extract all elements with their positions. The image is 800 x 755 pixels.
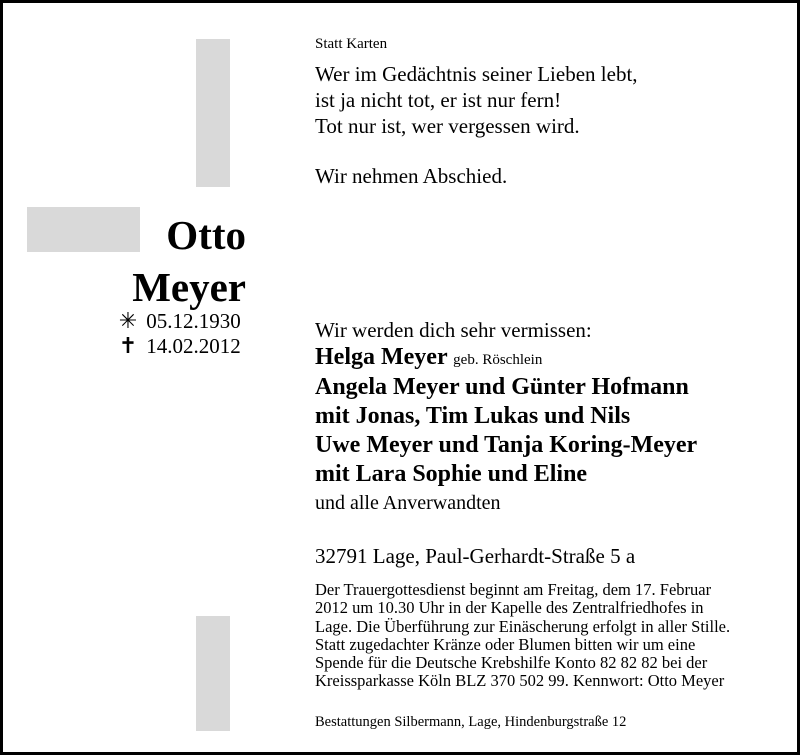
widow-line (315, 343, 542, 374)
poem-line: Wer im Gedächtnis seiner Lieben lebt, (315, 62, 638, 86)
service-line: Der Trauergottesdienst beginnt am Freitag, dem 17. Februar (315, 580, 712, 599)
service-line: Kreissparkasse Köln BLZ 370 502 99. Kennwort: Otto Meyer (315, 671, 725, 691)
relatives-line: und alle Anverwandten (315, 492, 501, 514)
family-line: mit Jonas, Tim Lukas und Nils (315, 403, 631, 429)
family-line: Uwe Meyer und Tanja Koring-Meyer (315, 432, 698, 458)
mourners-intro: Wir werden dich sehr vermissen: (315, 318, 592, 342)
undertaker-line: Bestattungen Silbermann, Lage, Hindenburgstraße 12 (315, 714, 627, 730)
poem-line: ist ja nicht tot, er ist nur fern! (315, 88, 562, 112)
service-line: Statt zugedachter Kränze oder Blumen bitten wir um eine (315, 634, 696, 654)
cross-left-bar (27, 207, 140, 252)
birth-row (115, 309, 241, 333)
farewell-text: Wir nehmen Abschied. (315, 164, 508, 188)
cross-bottom-bar (196, 616, 230, 731)
service-line: Spende für die Deutsche Krebshilfe Konto 82 82 82 bei der (315, 653, 708, 673)
service-info (315, 581, 730, 691)
service-line: Lage. Die Überführung zur Einäscherung erfolgt in aller Stille. (315, 616, 731, 636)
death-row (115, 334, 241, 358)
poem (315, 61, 638, 139)
poem-line: Tot nur ist, wer vergessen wird. (315, 114, 580, 138)
deceased-last-name: Meyer (132, 264, 246, 310)
header-label: Statt Karten (315, 36, 388, 52)
deceased-first-name: Otto (166, 212, 246, 258)
birth-date: 05.12.1930 (146, 309, 241, 333)
widow-name: Helga Meyer (315, 344, 448, 370)
star-icon: ✳ (118, 308, 138, 333)
cross-top-bar (196, 39, 230, 187)
cross-icon: ✝ (118, 333, 138, 358)
death-date: 14.02.2012 (146, 334, 241, 358)
service-line: 2012 um 10.30 Uhr in der Kapelle des Zentralfriedhofes in (315, 598, 704, 618)
address: 32791 Lage, Paul-Gerhardt-Straße 5 a (315, 544, 636, 568)
widow-maiden-name: geb. Röschlein (453, 352, 543, 368)
family-line: Angela Meyer und Günter Hofmann (315, 374, 689, 400)
family-line: mit Lara Sophie und Eline (315, 461, 588, 487)
